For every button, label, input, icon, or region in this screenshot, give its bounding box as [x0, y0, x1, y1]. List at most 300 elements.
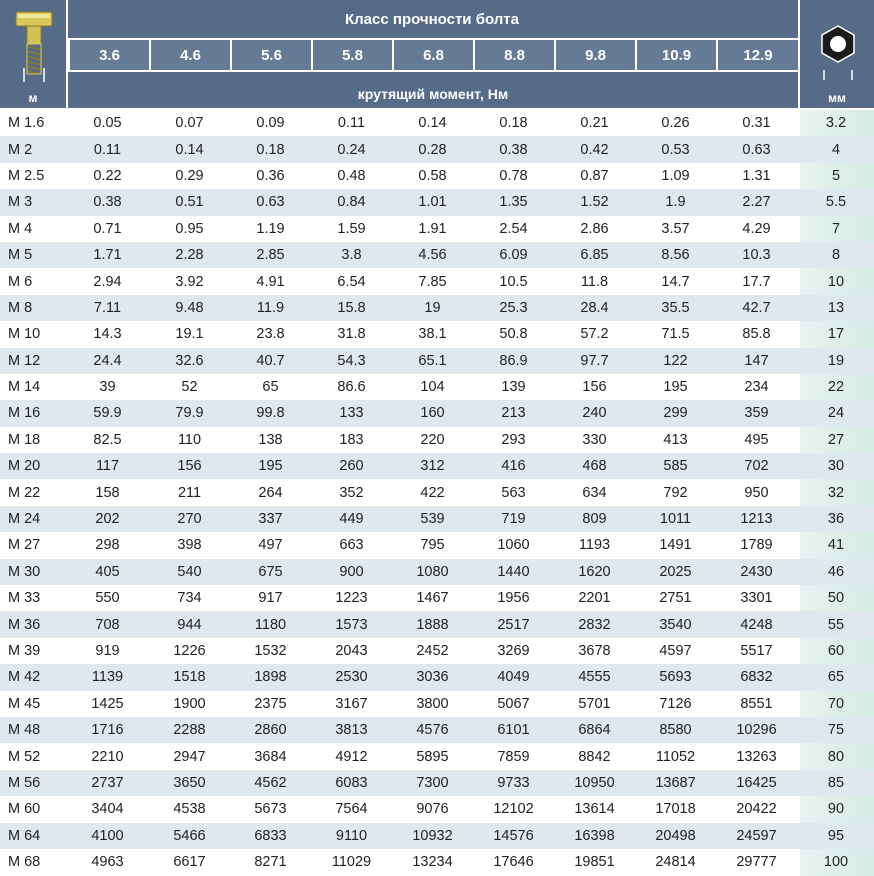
torque-value-cell: 5067 [497, 695, 530, 712]
torque-value-cell: 82.5 [93, 431, 122, 448]
strength-class-header: 10.9 [635, 38, 716, 72]
torque-value-cell: 5517 [740, 643, 773, 659]
torque-value-cell: 1956 [497, 590, 530, 607]
table-row [0, 348, 874, 374]
torque-value-cell: 352 [339, 484, 364, 501]
torque-value-cell: 1425 [91, 695, 124, 712]
torque-value-cell: 9.48 [175, 299, 204, 316]
thread-size-cell: M 12 [8, 352, 41, 369]
torque-value-cell: 1491 [659, 537, 692, 554]
torque-value-cell: 1080 [416, 563, 449, 580]
thread-size-cell: M 2 [8, 141, 33, 158]
wrench-size-cell: 85 [827, 774, 845, 791]
table-row [0, 664, 874, 690]
torque-value-cell: 104 [420, 379, 445, 396]
torque-value-cell: 260 [339, 458, 364, 475]
torque-value-cell: 1532 [254, 643, 287, 659]
torque-value-cell: 0.28 [418, 141, 447, 158]
wrench-size-cell: 100 [823, 854, 849, 871]
torque-value-cell: 122 [663, 352, 688, 369]
torque-value-cell: 59.9 [93, 405, 122, 422]
wrench-size-cell: 19 [827, 352, 845, 369]
thread-size-cell: M 10 [8, 326, 41, 343]
torque-value-cell: 183 [339, 431, 364, 448]
torque-value-cell: 20422 [736, 801, 777, 818]
torque-value-cell: 2.94 [93, 273, 122, 290]
torque-value-cell: 85.8 [742, 326, 771, 343]
torque-value-cell: 0.63 [742, 141, 771, 158]
torque-value-cell: 2210 [91, 748, 124, 765]
table-row [0, 374, 874, 400]
thread-size-cell: M 30 [8, 563, 41, 580]
torque-value-cell: 1139 [91, 669, 124, 686]
torque-value-cell: 2375 [254, 695, 287, 712]
torque-value-cell: 1.71 [93, 247, 122, 264]
torque-value-cell: 147 [744, 352, 769, 369]
torque-value-cell: 1.9 [665, 194, 686, 211]
torque-value-cell: 6864 [578, 722, 611, 739]
torque-value-cell: 110 [177, 431, 202, 448]
torque-value-cell: 795 [420, 537, 445, 554]
torque-value-cell: 0.36 [256, 167, 285, 184]
table-row [0, 770, 874, 796]
torque-value-cell: 11.9 [256, 299, 285, 316]
torque-value-cell: 2452 [416, 643, 449, 659]
thread-size-cell: M 5 [8, 247, 33, 264]
torque-value-cell: 0.14 [418, 115, 447, 132]
wrench-size-cell: 80 [827, 748, 845, 765]
torque-value-cell: 50.8 [499, 326, 528, 343]
wrench-size-cell: 24 [827, 405, 845, 422]
torque-value-cell: 4562 [254, 774, 287, 791]
torque-value-cell: 0.53 [661, 141, 690, 158]
torque-value-cell: 13687 [655, 774, 696, 791]
torque-value-cell: 1.59 [337, 220, 366, 237]
header-divider-right [798, 0, 800, 108]
torque-value-cell: 5895 [416, 748, 449, 765]
torque-value-cell: 398 [177, 537, 202, 554]
torque-value-cell: 708 [95, 616, 120, 633]
table-row [0, 427, 874, 453]
table-row [0, 823, 874, 849]
torque-value-cell: 117 [95, 458, 120, 475]
torque-value-cell: 8271 [254, 854, 287, 871]
torque-value-cell: 675 [258, 563, 283, 580]
torque-value-cell: 1716 [91, 722, 124, 739]
torque-value-cell: 5693 [659, 669, 692, 686]
torque-value-cell: 0.42 [580, 141, 609, 158]
torque-value-cell: 1.09 [661, 167, 690, 184]
torque-value-cell: 24597 [736, 827, 777, 844]
torque-value-cell: 0.24 [337, 141, 366, 158]
torque-value-cell: 158 [95, 484, 120, 501]
torque-subtitle: крутящий момент, Нм [357, 86, 509, 102]
table-row [0, 691, 874, 717]
torque-value-cell: 65 [262, 379, 279, 396]
torque-value-cell: 809 [582, 511, 607, 528]
wrench-size-cell: 50 [827, 590, 845, 607]
torque-value-cell: 57.2 [580, 326, 609, 343]
torque-value-cell: 3.92 [175, 273, 204, 290]
thread-size-cell: M 60 [8, 801, 41, 818]
torque-value-cell: 900 [339, 563, 364, 580]
torque-value-cell: 734 [177, 590, 202, 607]
torque-value-cell: 17.7 [742, 273, 771, 290]
table-row [0, 400, 874, 426]
torque-value-cell: 413 [663, 431, 688, 448]
table-row [0, 532, 874, 558]
torque-value-cell: 1573 [335, 616, 368, 633]
torque-value-cell: 54.3 [337, 352, 366, 369]
torque-value-cell: 2201 [578, 590, 611, 607]
thread-size-cell: M 2.5 [8, 167, 45, 184]
torque-value-cell: 156 [177, 458, 202, 475]
torque-value-cell: 2751 [659, 590, 692, 607]
torque-value-cell: 1193 [578, 537, 611, 554]
table-row [0, 453, 874, 479]
torque-value-cell: 2430 [740, 563, 773, 580]
torque-value-cell: 2.86 [580, 220, 609, 237]
torque-value-cell: 0.21 [580, 115, 609, 132]
thread-size-cell: M 48 [8, 722, 41, 739]
torque-value-cell: 6.54 [337, 273, 366, 290]
torque-value-cell: 0.48 [337, 167, 366, 184]
torque-value-cell: 2.28 [175, 247, 204, 264]
torque-value-cell: 2860 [254, 722, 287, 739]
torque-value-cell: 10932 [412, 827, 453, 844]
torque-value-cell: 86.9 [499, 352, 528, 369]
wrench-size-cell: 13 [827, 299, 845, 316]
torque-value-cell: 6.09 [499, 247, 528, 264]
torque-value-cell: 663 [339, 537, 364, 554]
torque-value-cell: 2517 [497, 616, 530, 633]
torque-value-cell: 8551 [740, 695, 773, 712]
torque-value-cell: 299 [663, 405, 688, 422]
torque-value-cell: 0.11 [337, 115, 366, 132]
wrench-size-cell: 32 [827, 484, 845, 501]
table-row [0, 136, 874, 162]
torque-value-cell: 719 [501, 511, 526, 528]
torque-value-cell: 1518 [173, 669, 206, 686]
thread-size-cell: M 68 [8, 854, 41, 871]
wrench-size-cell: 5.5 [825, 194, 847, 211]
torque-value-cell: 0.51 [175, 194, 204, 211]
torque-value-cell: 6.85 [580, 247, 609, 264]
table-row [0, 163, 874, 189]
torque-value-cell: 540 [177, 563, 202, 580]
torque-value-cell: 792 [663, 484, 688, 501]
torque-value-cell: 7300 [416, 774, 449, 791]
torque-value-cell: 23.8 [256, 326, 285, 343]
torque-value-cell: 2947 [173, 748, 206, 765]
torque-value-cell: 0.71 [93, 220, 122, 237]
thread-size-cell: M 36 [8, 616, 41, 633]
torque-value-cell: 1223 [335, 590, 368, 607]
thread-size-cell: M 14 [8, 379, 41, 396]
torque-value-cell: 0.38 [499, 141, 528, 158]
torque-value-cell: 1.31 [742, 167, 771, 184]
torque-value-cell: 10.5 [499, 273, 528, 290]
torque-value-cell: 99.8 [256, 405, 285, 422]
torque-value-cell: 0.26 [661, 115, 690, 132]
torque-value-cell: 2.27 [742, 194, 771, 211]
torque-value-cell: 211 [177, 484, 202, 501]
torque-value-cell: 1060 [497, 537, 530, 554]
table-row [0, 638, 874, 664]
torque-value-cell: 0.09 [256, 115, 285, 132]
strength-class-header: 6.8 [392, 38, 473, 72]
torque-value-cell: 0.95 [175, 220, 204, 237]
torque-value-cell: 944 [177, 616, 202, 633]
thread-size-cell: M 56 [8, 774, 41, 791]
torque-value-cell: 5673 [254, 801, 287, 818]
strength-class-header: 8.8 [473, 38, 554, 72]
torque-value-cell: 5466 [173, 827, 206, 844]
torque-value-cell: 13234 [412, 854, 453, 871]
thread-size-cell: M 24 [8, 511, 41, 528]
strength-class-header: 12.9 [716, 38, 798, 72]
torque-value-cell: 4538 [173, 801, 206, 818]
torque-value-cell: 1467 [416, 590, 449, 607]
torque-value-cell: 8842 [578, 748, 611, 765]
torque-value-cell: 293 [501, 431, 526, 448]
torque-value-cell: 2832 [578, 616, 611, 633]
torque-value-cell: 86.6 [337, 379, 366, 396]
torque-value-cell: 11029 [331, 854, 372, 871]
thread-size-cell: M 16 [8, 405, 41, 422]
torque-value-cell: 8580 [659, 722, 692, 739]
torque-value-cell: 4576 [416, 722, 449, 739]
strength-class-header: 5.6 [230, 38, 311, 72]
torque-value-cell: 1.01 [418, 194, 447, 211]
torque-value-cell: 1.19 [256, 220, 285, 237]
wrench-size-cell: 46 [827, 563, 845, 580]
strength-class-header: 4.6 [149, 38, 230, 72]
torque-value-cell: 14576 [493, 827, 534, 844]
torque-value-cell: 0.11 [93, 141, 122, 158]
thread-size-cell: M 20 [8, 458, 41, 475]
torque-value-cell: 8.56 [661, 247, 690, 264]
torque-value-cell: 16425 [736, 774, 777, 791]
torque-value-cell: 12102 [493, 801, 534, 818]
torque-value-cell: 1888 [416, 616, 449, 633]
hex-nut-icon [814, 22, 862, 82]
torque-value-cell: 97.7 [580, 352, 609, 369]
table-row [0, 796, 874, 822]
torque-value-cell: 0.18 [256, 141, 285, 158]
torque-value-cell: 2.54 [499, 220, 528, 237]
torque-value-cell: 3813 [335, 722, 368, 739]
bolt-class-title: Класс прочности болта [345, 10, 519, 28]
torque-value-cell: 1213 [740, 511, 773, 528]
torque-value-cell: 4.91 [256, 273, 285, 290]
torque-value-cell: 449 [339, 511, 364, 528]
torque-value-cell: 1011 [659, 511, 692, 528]
torque-value-cell: 213 [501, 405, 526, 422]
torque-value-cell: 0.05 [93, 115, 122, 132]
thread-size-cell: M 4 [8, 220, 33, 237]
torque-value-cell: 4.56 [418, 247, 447, 264]
wrench-size-cell: 41 [827, 537, 845, 554]
thread-unit-label: м [28, 91, 38, 105]
torque-value-cell: 7564 [335, 801, 368, 818]
torque-value-cell: 497 [258, 537, 283, 554]
torque-value-cell: 6101 [497, 722, 530, 739]
torque-value-cell: 42.7 [742, 299, 771, 316]
wrench-size-cell: 60 [827, 643, 845, 659]
torque-value-cell: 14.3 [93, 326, 122, 343]
wrench-size-cell: 65 [827, 669, 845, 686]
torque-value-cell: 359 [744, 405, 769, 422]
wrench-size-cell: 55 [827, 616, 845, 633]
torque-value-cell: 7859 [497, 748, 530, 765]
torque-value-cell: 950 [744, 484, 769, 501]
torque-value-cell: 1226 [173, 643, 206, 659]
table-row [0, 189, 874, 215]
torque-value-cell: 0.29 [175, 167, 204, 184]
wrench-size-cell: 30 [827, 458, 845, 475]
torque-value-cell: 2043 [335, 643, 368, 659]
torque-value-cell: 3.8 [341, 247, 362, 264]
torque-value-cell: 9076 [416, 801, 449, 818]
torque-value-cell: 7.11 [93, 299, 122, 316]
torque-value-cell: 563 [501, 484, 526, 501]
torque-value-cell: 1789 [740, 537, 773, 554]
torque-value-cell: 0.07 [175, 115, 204, 132]
torque-value-cell: 52 [181, 379, 198, 396]
wrench-size-cell: 27 [827, 431, 845, 448]
torque-value-cell: 160 [420, 405, 445, 422]
strength-class-row [68, 38, 798, 72]
torque-value-cell: 13263 [736, 748, 777, 765]
torque-value-cell: 7126 [659, 695, 692, 712]
table-row [0, 216, 874, 242]
torque-value-cell: 264 [258, 484, 283, 501]
torque-value-cell: 31.8 [337, 326, 366, 343]
torque-value-cell: 3036 [416, 669, 449, 686]
table-row [0, 321, 874, 347]
strength-class-header: 5.8 [311, 38, 392, 72]
torque-value-cell: 2530 [335, 669, 368, 686]
torque-value-cell: 3540 [659, 616, 692, 633]
table-row [0, 717, 874, 743]
torque-value-cell: 1898 [254, 669, 287, 686]
torque-value-cell: 139 [501, 379, 526, 396]
torque-value-cell: 3.57 [661, 220, 690, 237]
torque-value-cell: 5701 [578, 695, 611, 712]
table-body [0, 110, 874, 875]
torque-value-cell: 10296 [736, 722, 777, 739]
torque-value-cell: 0.31 [742, 115, 771, 132]
torque-value-cell: 1.35 [499, 194, 528, 211]
torque-value-cell: 0.78 [499, 167, 528, 184]
torque-value-cell: 4597 [659, 643, 692, 659]
table-row [0, 849, 874, 875]
torque-value-cell: 6083 [335, 774, 368, 791]
torque-value-cell: 7.85 [418, 273, 447, 290]
wrench-size-cell: 4 [831, 141, 841, 158]
torque-value-cell: 0.22 [93, 167, 122, 184]
table-row [0, 479, 874, 505]
torque-value-cell: 919 [95, 643, 120, 659]
wrench-size-cell: 3.2 [825, 115, 847, 132]
torque-value-cell: 550 [95, 590, 120, 607]
torque-value-cell: 29777 [736, 854, 777, 871]
torque-value-cell: 15.8 [337, 299, 366, 316]
torque-value-cell: 133 [339, 405, 364, 422]
torque-value-cell: 1620 [578, 563, 611, 580]
thread-size-cell: M 8 [8, 299, 33, 316]
wrench-size-cell: 22 [827, 379, 845, 396]
bolt-icon [6, 6, 62, 84]
torque-value-cell: 2025 [659, 563, 692, 580]
torque-value-cell: 1900 [173, 695, 206, 712]
torque-value-cell: 3404 [91, 801, 124, 818]
torque-value-cell: 234 [744, 379, 769, 396]
torque-value-cell: 1180 [254, 616, 287, 633]
torque-value-cell: 195 [258, 458, 283, 475]
thread-size-cell: M 45 [8, 695, 41, 712]
torque-value-cell: 9110 [335, 827, 368, 844]
wrench-size-cell: 70 [827, 695, 845, 712]
thread-size-cell: M 39 [8, 643, 41, 659]
torque-value-cell: 702 [744, 458, 769, 475]
thread-size-cell: M 33 [8, 590, 41, 607]
strength-class-header: 9.8 [554, 38, 635, 72]
torque-value-cell: 0.58 [418, 167, 447, 184]
torque-value-cell: 337 [258, 511, 283, 528]
torque-value-cell: 3650 [173, 774, 206, 791]
thread-size-cell: M 42 [8, 669, 41, 686]
torque-value-cell: 2.85 [256, 247, 285, 264]
torque-value-cell: 156 [582, 379, 607, 396]
torque-value-cell: 468 [582, 458, 607, 475]
torque-value-cell: 585 [663, 458, 688, 475]
strength-class-header: 3.6 [68, 38, 149, 72]
torque-value-cell: 4912 [335, 748, 368, 765]
wrench-size-cell: 5 [831, 167, 841, 184]
torque-value-cell: 634 [582, 484, 607, 501]
torque-value-cell: 4049 [497, 669, 530, 686]
torque-value-cell: 422 [420, 484, 445, 501]
thread-size-cell: M 6 [8, 273, 33, 290]
torque-value-cell: 4963 [91, 854, 124, 871]
torque-value-cell: 3678 [578, 643, 611, 659]
torque-value-cell: 405 [95, 563, 120, 580]
torque-value-cell: 3800 [416, 695, 449, 712]
torque-value-cell: 13614 [574, 801, 615, 818]
table-row [0, 110, 874, 136]
torque-value-cell: 240 [582, 405, 607, 422]
torque-value-cell: 3301 [740, 590, 773, 607]
thread-size-cell: M 1.6 [8, 115, 45, 132]
torque-value-cell: 4555 [578, 669, 611, 686]
table-row [0, 506, 874, 532]
torque-value-cell: 6833 [254, 827, 287, 844]
torque-value-cell: 0.14 [175, 141, 204, 158]
table-row [0, 242, 874, 268]
torque-value-cell: 4248 [740, 616, 773, 633]
torque-value-cell: 17646 [493, 854, 534, 871]
thread-size-cell: M 18 [8, 431, 41, 448]
torque-value-cell: 19.1 [175, 326, 204, 343]
torque-value-cell: 4100 [91, 827, 124, 844]
torque-value-cell: 25.3 [499, 299, 528, 316]
wrench-size-cell: 75 [827, 722, 845, 739]
torque-value-cell: 71.5 [661, 326, 690, 343]
torque-value-cell: 20498 [655, 827, 696, 844]
torque-value-cell: 1.91 [418, 220, 447, 237]
